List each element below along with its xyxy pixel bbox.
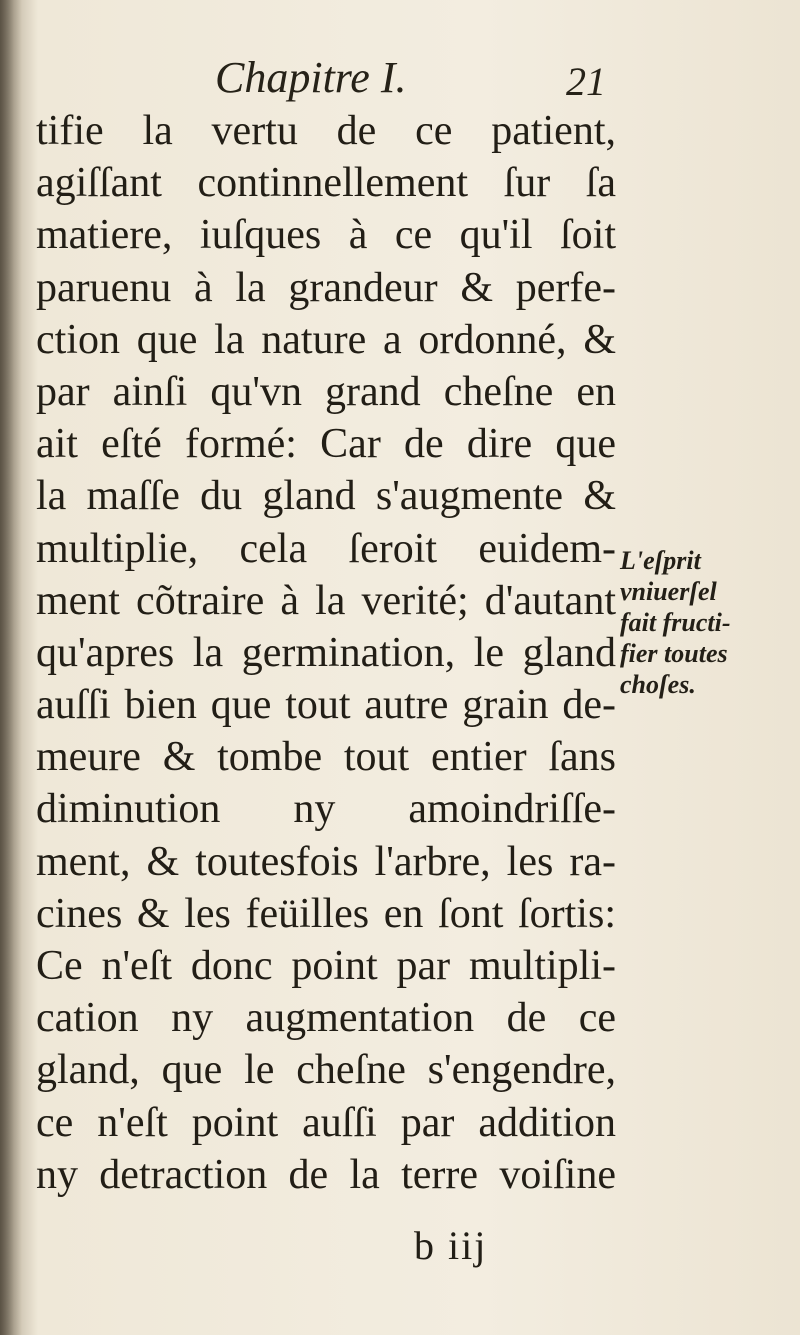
text-line: cines & les feüilles en ſont ſortis: <box>36 890 616 937</box>
text-line: par ainſi qu'vn grand cheſne en <box>36 368 616 415</box>
signature-mark: b iij <box>414 1223 488 1268</box>
text-line: cation ny augmentation de ce <box>36 995 616 1042</box>
marginal-note-line: L'eſprit <box>620 546 701 575</box>
text-line: la maſſe du gland s'augmente & <box>36 473 616 520</box>
text-line: ny detraction de la terre voiſine <box>36 1151 616 1198</box>
running-head <box>0 52 800 112</box>
text-line: multiplie, cela ſeroit euidem- <box>36 525 616 572</box>
text-line: auſſi bien que tout autre grain de- <box>36 682 616 729</box>
text-line: ait eſté formé: Car de dire que <box>36 421 616 468</box>
running-title: Chapitre I. <box>215 53 407 102</box>
body-text <box>36 105 616 1201</box>
text-line: ce n'eſt point auſſi par addition <box>36 1099 616 1146</box>
marginal-note <box>620 545 795 700</box>
page-number: 21 <box>566 59 606 104</box>
marginal-note-line: fait fructi- <box>620 608 731 637</box>
gutter-shadow <box>0 0 22 1335</box>
marginal-note-line: vniuerſel <box>620 577 717 606</box>
text-line: ction que la nature a ordonné, & <box>36 316 616 363</box>
text-line: Ce n'eſt donc point par multipli- <box>36 943 616 989</box>
text-line: tifie la vertu de ce patient, <box>36 108 616 154</box>
text-line: ment cõtraire à la verité; d'autant <box>36 577 616 624</box>
marginal-note-line: choſes. <box>620 670 696 699</box>
text-line: meure & tombe tout entier ſans <box>36 734 616 781</box>
text-line: gland, que le cheſne s'engendre, <box>36 1047 616 1094</box>
marginal-note-line: fier toutes <box>620 639 728 668</box>
text-line: qu'apres la germination, le gland <box>36 629 616 676</box>
text-line: agiſſant continnellement ſur ſa <box>36 160 616 207</box>
text-line: paruenu à la grandeur & perfe- <box>36 264 616 311</box>
text-line: ment, & toutesfois l'arbre, les ra- <box>36 838 616 885</box>
text-line: matiere, iuſques à ce qu'il ſoit <box>36 212 616 259</box>
text-line: diminution ny amoindriſſe- <box>36 786 616 833</box>
